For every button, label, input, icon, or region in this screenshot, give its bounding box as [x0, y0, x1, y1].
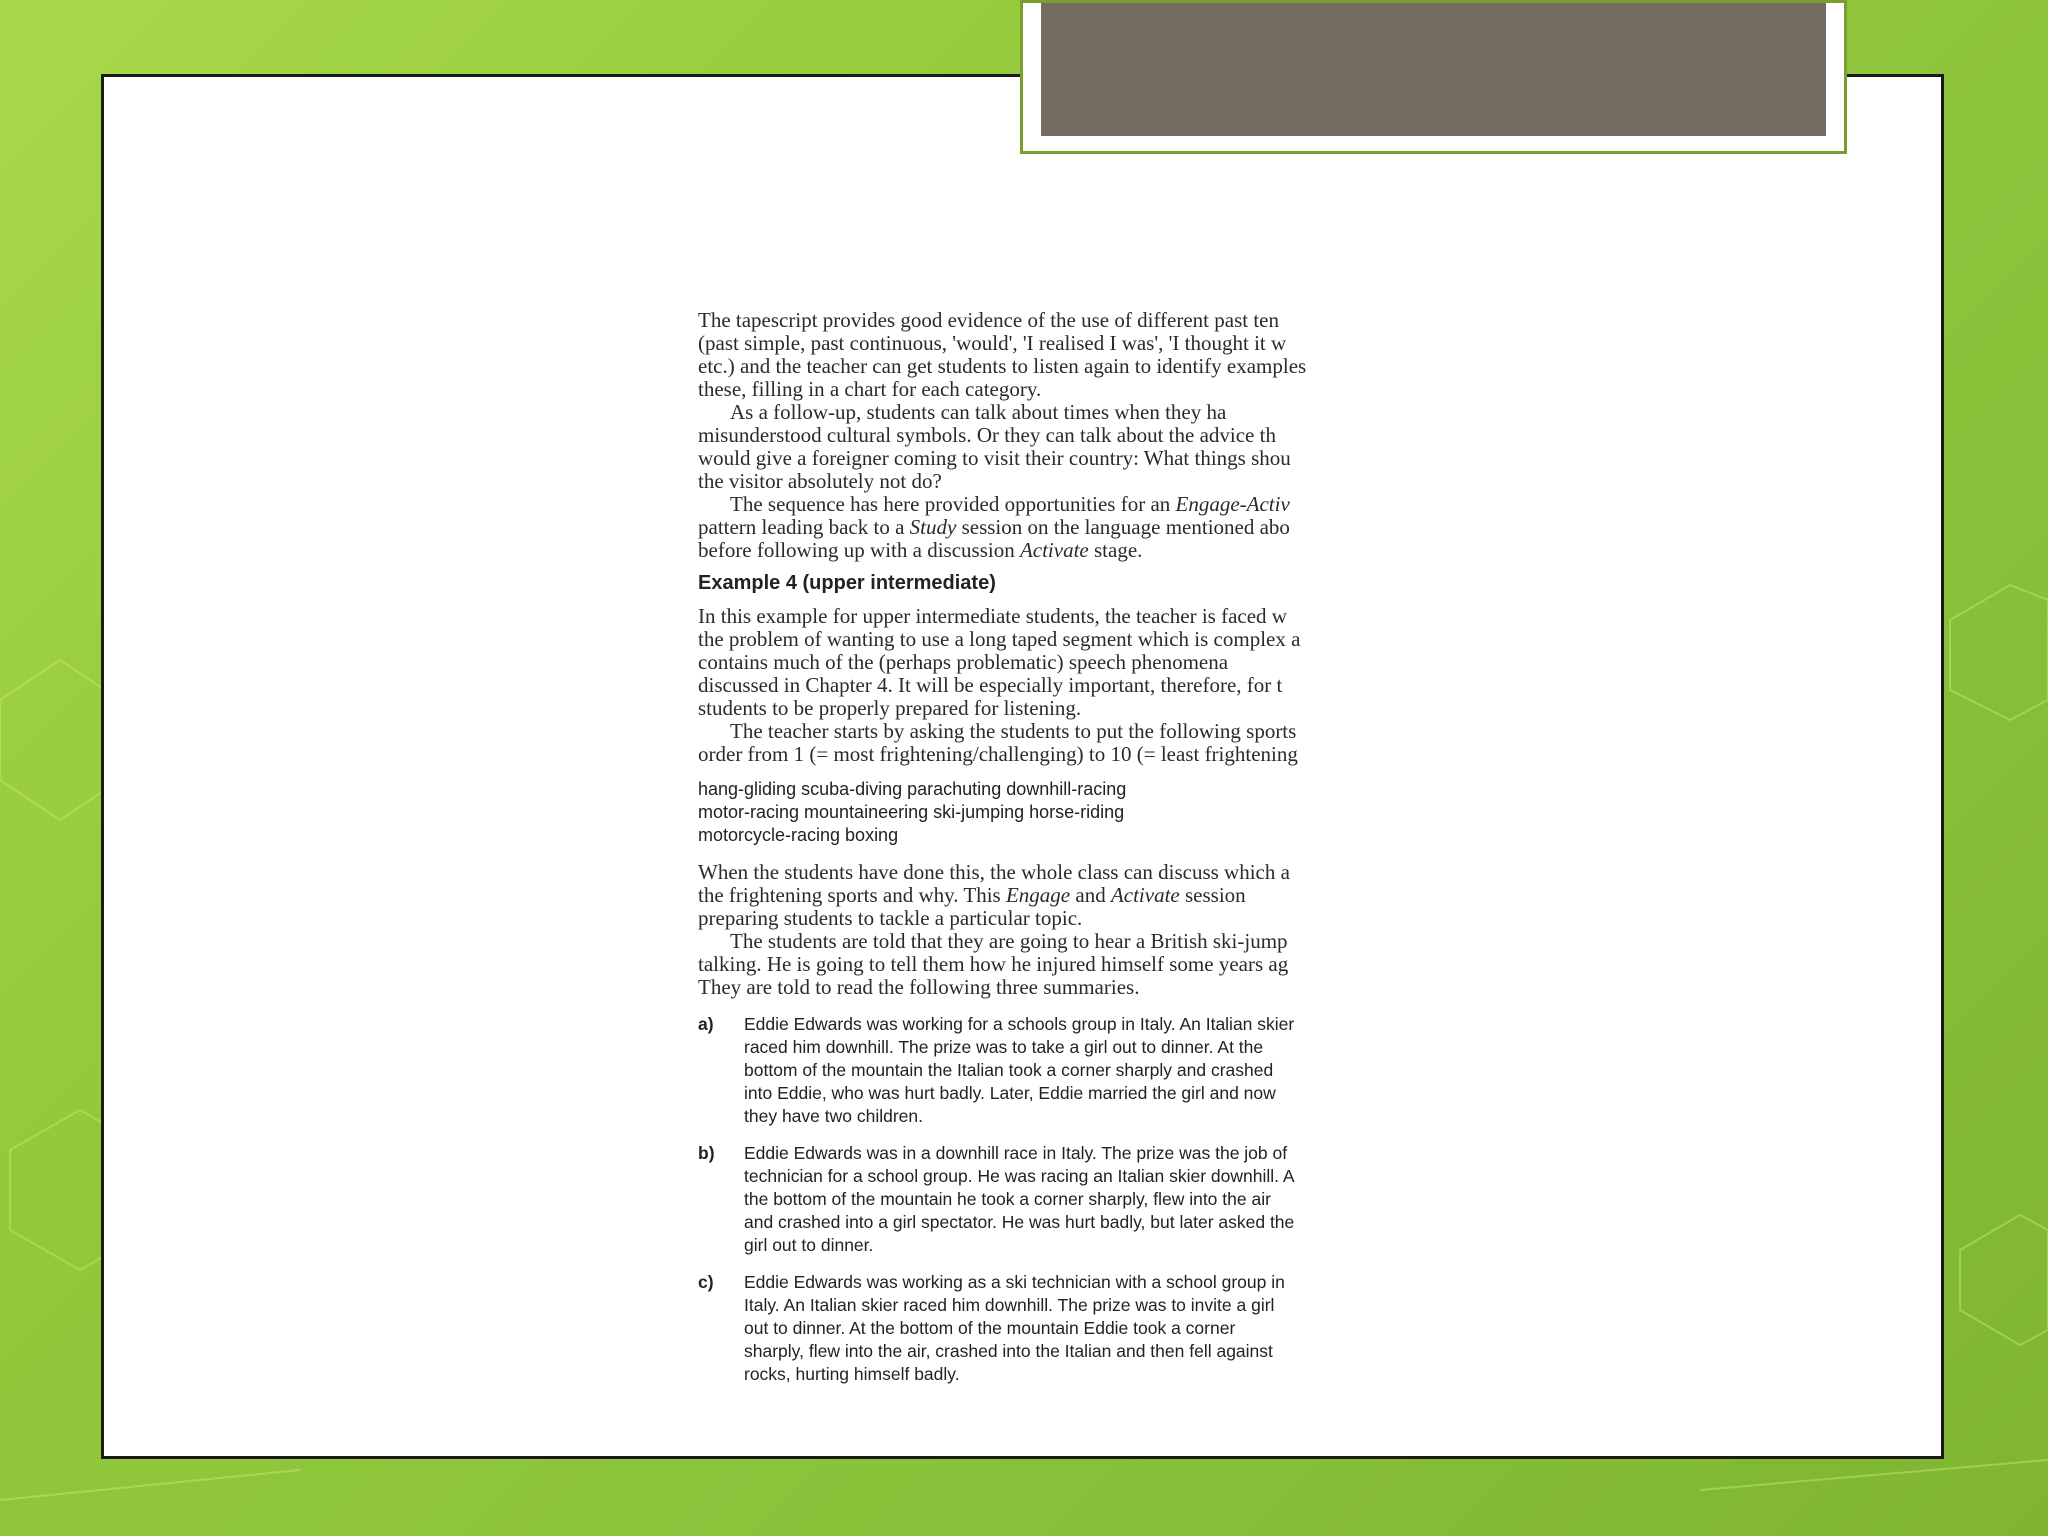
summary-line: Eddie Edwards was in a downhill race in Italy. The prize was the job of — [744, 1143, 1288, 1163]
paragraph-line: would give a foreigner coming to visit their country: What things shou — [698, 446, 1291, 470]
spacer — [698, 999, 1543, 1013]
paragraph-line: pattern leading back to a Study session on the language mentioned abo — [698, 515, 1290, 539]
paragraph-line: the visitor absolutely not do? — [698, 469, 942, 493]
paragraph-line: They are told to read the following three summaries. — [698, 975, 1140, 999]
paragraph-line: misunderstood cultural symbols. Or they can talk about the advice th — [698, 423, 1276, 447]
paragraph-line: the frightening sports and why. This Engage and Activate session — [698, 883, 1246, 907]
section-heading: Example 4 (upper intermediate) — [698, 572, 996, 594]
title-placeholder-box — [1020, 0, 1847, 154]
summary-line: technician for a school group. He was racing an Italian skier downhill. A — [744, 1166, 1295, 1186]
summary-item — [698, 1271, 1543, 1386]
summary-line: Eddie Edwards was working as a ski technician with a school group in — [744, 1272, 1285, 1292]
title-placeholder-fill — [1041, 3, 1826, 136]
summary-text — [744, 1271, 1285, 1386]
summary-letter: b) — [698, 1143, 715, 1163]
paragraph-line: the problem of wanting to use a long taped segment which is complex a — [698, 627, 1301, 651]
summary-line: Eddie Edwards was working for a schools group in Italy. An Italian skier — [744, 1014, 1295, 1034]
summary-item — [698, 1013, 1543, 1128]
paragraph-line: talking. He is going to tell them how he injured himself some years ag — [698, 952, 1289, 976]
sports-line: motor-racing mountaineering ski-jumping horse-riding — [698, 802, 1125, 822]
paragraph-line: (past simple, past continuous, 'would', 'I realised I was', 'I thought it w — [698, 331, 1287, 355]
summary-line: out to dinner. At the bottom of the mountain Eddie took a corner — [744, 1318, 1236, 1338]
summary-text — [744, 1142, 1295, 1257]
summary-letter: a) — [698, 1014, 714, 1034]
summary-line: girl out to dinner. — [744, 1235, 874, 1255]
sports-line: motorcycle-racing boxing — [698, 825, 899, 845]
paragraph-line: The tapescript provides good evidence of the use of different past ten — [698, 309, 1279, 332]
paragraph-line: preparing students to tackle a particular topic. — [698, 906, 1083, 930]
summary-letter: c) — [698, 1272, 714, 1292]
sports-list — [698, 778, 1543, 847]
slide-frame — [101, 74, 1944, 1459]
paragraph-line: The teacher starts by asking the students to put the following sports — [730, 719, 1297, 743]
paragraph-line: In this example for upper intermediate students, the teacher is faced w — [698, 604, 1287, 628]
summary-text — [744, 1013, 1294, 1128]
paragraph-line: The sequence has here provided opportunities for an Engage-Activ — [730, 492, 1290, 516]
summary-line: rocks, hurting himself badly. — [744, 1364, 960, 1384]
summary-line: Italy. An Italian skier raced him downhill. The prize was to invite a girl — [744, 1295, 1275, 1315]
paragraph-line: As a follow-up, students can talk about times when they ha — [730, 400, 1227, 424]
paragraph-line: When the students have done this, the whole class can discuss which a — [698, 860, 1290, 884]
summary-line: raced him downhill. The prize was to take a girl out to dinner. At the — [744, 1037, 1264, 1057]
summary-item — [698, 1142, 1543, 1257]
sports-line: hang-gliding scuba-diving parachuting downhill-racing — [698, 779, 1127, 799]
paragraph-line: these, filling in a chart for each category. — [698, 377, 1042, 401]
paragraph-line: before following up with a discussion Activate stage. — [698, 538, 1143, 562]
scanned-page — [698, 309, 1543, 1409]
paragraph-line: order from 1 (= most frightening/challenging) to 10 (= least frightening — [698, 742, 1298, 766]
paragraph-line: contains much of the (perhaps problematic) speech phenomena — [698, 650, 1229, 674]
paragraph-line: students to be properly prepared for listening. — [698, 696, 1082, 720]
paragraph-line: The students are told that they are going to hear a British ski-jump — [730, 929, 1288, 953]
summary-line: they have two children. — [744, 1106, 923, 1126]
summary-line: bottom of the mountain the Italian took a corner sharply and crashed — [744, 1060, 1274, 1080]
summary-line: the bottom of the mountain he took a corner sharply, flew into the air — [744, 1189, 1271, 1209]
paragraph-line: etc.) and the teacher can get students to listen again to identify examples — [698, 354, 1307, 378]
summary-line: into Eddie, who was hurt badly. Later, Eddie married the girl and now — [744, 1083, 1276, 1103]
summary-line: and crashed into a girl spectator. He was hurt badly, but later asked the — [744, 1212, 1295, 1232]
summary-line: sharply, flew into the air, crashed into the Italian and then fell against — [744, 1341, 1273, 1361]
paragraph-line: discussed in Chapter 4. It will be especially important, therefore, for t — [698, 673, 1283, 697]
